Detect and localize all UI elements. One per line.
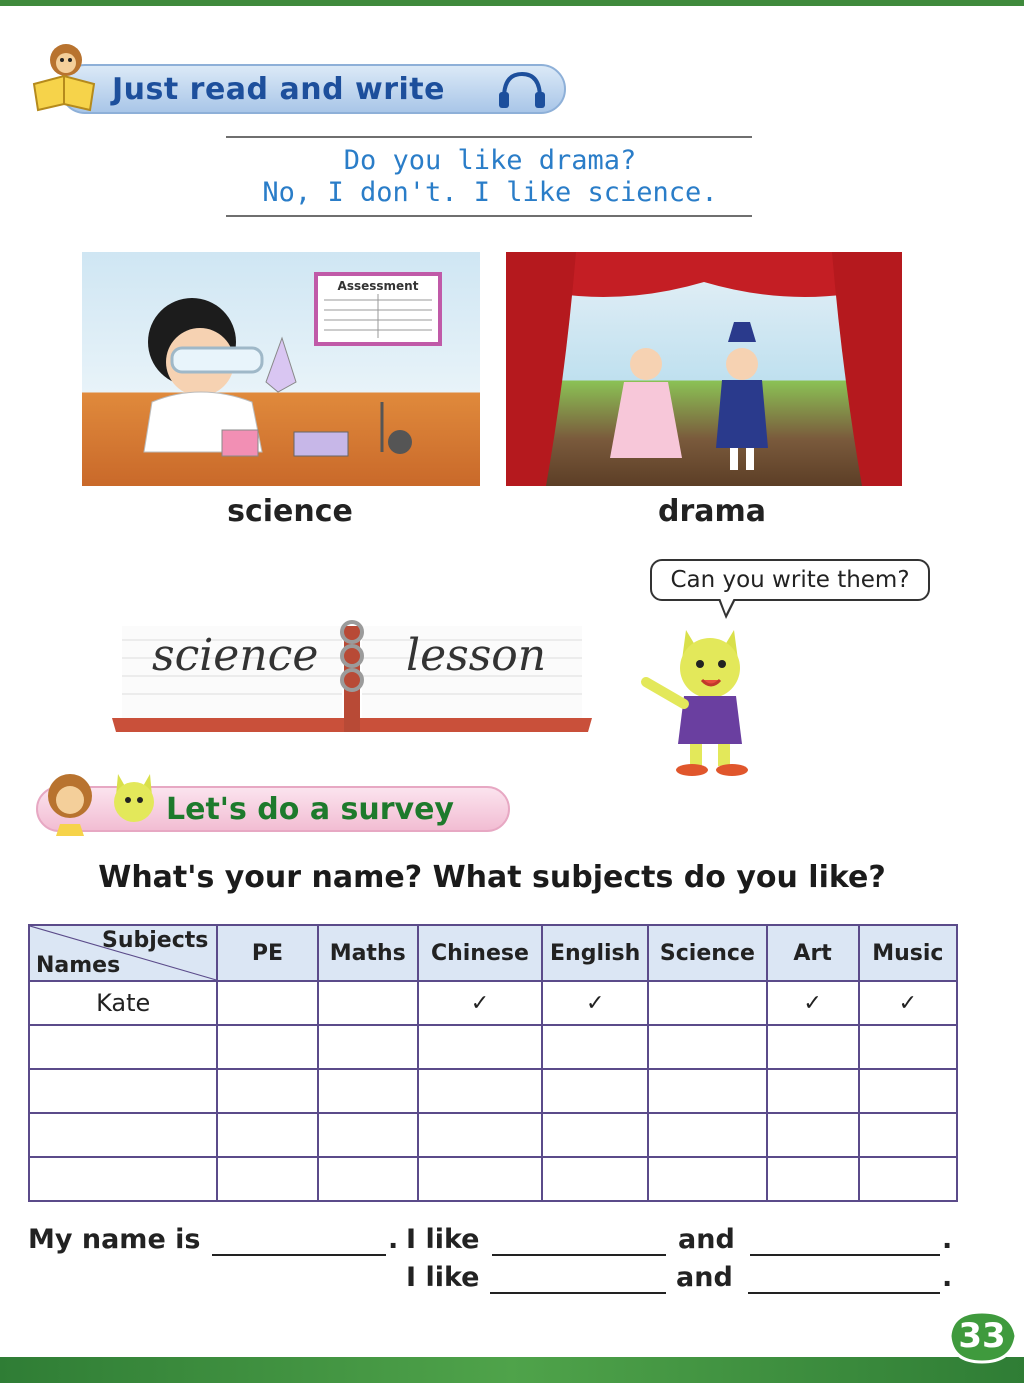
blank-subject[interactable] xyxy=(490,1292,666,1294)
check-cell[interactable]: ✓ xyxy=(418,981,542,1025)
sentence-i-like: I like xyxy=(406,1262,480,1293)
column-header: PE xyxy=(217,925,317,981)
table-row xyxy=(29,1157,957,1201)
top-border xyxy=(0,0,1024,6)
name-cell[interactable] xyxy=(29,1025,217,1069)
check-cell[interactable] xyxy=(318,1157,418,1201)
name-cell[interactable] xyxy=(29,1069,217,1113)
table-row xyxy=(29,981,957,1025)
section-title: Just read and write xyxy=(112,72,445,107)
check-cell[interactable] xyxy=(859,1025,957,1069)
check-cell[interactable] xyxy=(217,1069,317,1113)
speech-bubble-tail xyxy=(720,598,734,614)
speech-bubble-text: Can you write them? xyxy=(670,567,910,593)
check-cell[interactable] xyxy=(318,1113,418,1157)
name-cell[interactable] xyxy=(29,1157,217,1201)
check-cell[interactable] xyxy=(859,1113,957,1157)
sentence-period: . xyxy=(942,1262,953,1293)
column-header: Maths xyxy=(318,925,418,981)
drama-illustration xyxy=(506,252,902,486)
check-cell[interactable] xyxy=(217,1113,317,1157)
check-cell[interactable] xyxy=(542,1069,648,1113)
table-row xyxy=(29,1113,957,1157)
sentence-period: . xyxy=(388,1224,399,1255)
check-cell[interactable] xyxy=(418,1025,542,1069)
check-cell[interactable]: ✓ xyxy=(859,981,957,1025)
science-picture xyxy=(82,252,480,486)
check-cell[interactable] xyxy=(767,1025,859,1069)
check-cell[interactable] xyxy=(859,1069,957,1113)
speech-bubble xyxy=(650,559,930,601)
check-cell[interactable] xyxy=(318,1069,418,1113)
notebook-word-science: science xyxy=(152,630,319,681)
check-cell[interactable] xyxy=(318,1025,418,1069)
corner-label-names: Names xyxy=(36,953,121,978)
check-cell[interactable] xyxy=(418,1069,542,1113)
divider-line xyxy=(226,215,752,217)
column-header: English xyxy=(542,925,648,981)
check-cell[interactable] xyxy=(217,1025,317,1069)
table-row xyxy=(29,1069,957,1113)
check-cell[interactable] xyxy=(542,1025,648,1069)
check-cell[interactable] xyxy=(217,1157,317,1201)
blank-subject[interactable] xyxy=(748,1292,940,1294)
survey-question: What's your name? What subjects do you like? xyxy=(98,860,886,895)
check-cell[interactable] xyxy=(318,981,418,1025)
check-cell[interactable] xyxy=(648,981,766,1025)
dialogue-answer: No, I don't. I like science. xyxy=(262,177,718,208)
column-header: Music xyxy=(859,925,957,981)
section-banner-read-write xyxy=(60,64,566,114)
name-cell[interactable]: Kate xyxy=(29,981,217,1025)
name-cell[interactable] xyxy=(29,1113,217,1157)
blank-name[interactable] xyxy=(212,1254,386,1256)
science-illustration xyxy=(82,252,480,486)
check-cell[interactable] xyxy=(648,1157,766,1201)
check-cell[interactable] xyxy=(767,1069,859,1113)
table-corner-header xyxy=(29,925,217,981)
drama-label: drama xyxy=(657,494,767,529)
divider-line xyxy=(226,136,752,138)
notebook-word-lesson: lesson xyxy=(406,630,547,681)
check-cell[interactable] xyxy=(859,1157,957,1201)
check-cell[interactable] xyxy=(648,1113,766,1157)
column-header: Art xyxy=(767,925,859,981)
blank-subject[interactable] xyxy=(492,1254,666,1256)
table-row xyxy=(29,1025,957,1069)
headphones-icon xyxy=(496,70,548,110)
check-cell[interactable] xyxy=(648,1025,766,1069)
column-header: Science xyxy=(648,925,766,981)
check-cell[interactable]: ✓ xyxy=(542,981,648,1025)
assessment-board-title: Assessment xyxy=(337,279,419,293)
check-cell[interactable] xyxy=(418,1113,542,1157)
bottom-border xyxy=(0,1357,1024,1383)
check-cell[interactable]: ✓ xyxy=(767,981,859,1025)
monkey-reading-icon xyxy=(24,38,104,118)
check-cell[interactable] xyxy=(767,1113,859,1157)
check-cell[interactable] xyxy=(418,1157,542,1201)
sentence-and: and xyxy=(676,1262,733,1293)
sentence-my-name-is: My name is xyxy=(28,1224,201,1255)
corner-label-subjects: Subjects xyxy=(102,928,209,953)
page-number: 33 xyxy=(958,1316,1006,1356)
section-title: Let's do a survey xyxy=(166,792,454,827)
check-cell[interactable] xyxy=(217,981,317,1025)
science-label: science xyxy=(227,494,353,529)
check-cell[interactable] xyxy=(542,1157,648,1201)
sentence-period: . xyxy=(942,1224,953,1255)
sentence-i-like: I like xyxy=(406,1224,480,1255)
monkey-and-cat-icon xyxy=(30,766,160,836)
sentence-and: and xyxy=(678,1224,735,1255)
drama-picture xyxy=(506,252,902,486)
blank-subject[interactable] xyxy=(750,1254,940,1256)
dialogue-question: Do you like drama? xyxy=(343,145,637,176)
column-header: Chinese xyxy=(418,925,542,981)
check-cell[interactable] xyxy=(767,1157,859,1201)
check-cell[interactable] xyxy=(542,1113,648,1157)
survey-table xyxy=(28,924,958,1202)
check-cell[interactable] xyxy=(648,1069,766,1113)
cat-mascot-icon xyxy=(632,620,768,780)
